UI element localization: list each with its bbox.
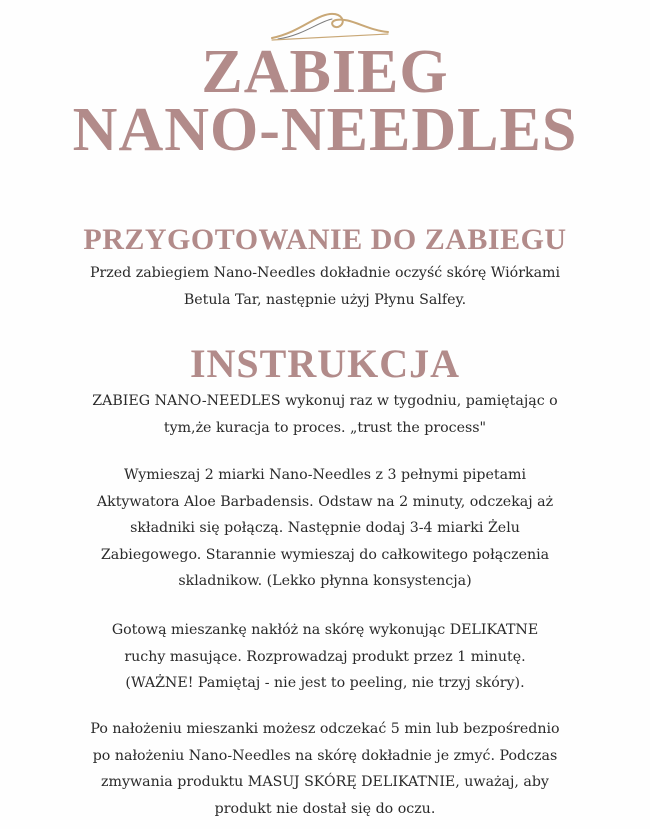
page-title-line-1: ZABIEG xyxy=(201,38,449,106)
text-line: Aktywatora Aloe Barbadensis. Odstaw na 2 minuty, odczekaj aż xyxy=(96,493,554,510)
text-line: (WAŻNE! Pamiętaj - nie jest to peeling, nie trzyj skóry). xyxy=(125,675,525,691)
text-line: tym,że kuracja to proces. „trust the process" xyxy=(163,419,487,436)
text-line: Wymieszaj 2 miarki Nano-Needles z 3 pełnymi pipetami xyxy=(123,467,527,483)
text-line: Zabiegowego. Starannie wymieszaj do całkowitego połączenia xyxy=(100,546,550,563)
instructions-heading: INSTRUKCJA xyxy=(189,341,461,386)
page-title-line-2: NANO-NEEDLES xyxy=(72,96,578,164)
text-line: po nałożeniu Nano-Needles na skórę dokładnie je zmyć. Podczas xyxy=(92,747,558,764)
preparation-heading: PRZYGOTOWANIE DO ZABIEGU xyxy=(83,223,567,256)
text-line: ruchy masujące. Rozprowadzaj produkt przez 1 minutę. xyxy=(124,648,526,665)
wave-logo-icon xyxy=(270,8,390,42)
instruction-paragraph-3 xyxy=(60,617,590,697)
text-line: skladnikow. (Lekko płynna konsystencja) xyxy=(178,573,472,589)
instruction-paragraph-2 xyxy=(60,462,590,595)
preparation-paragraph xyxy=(60,260,590,313)
text-line: produkt nie dostał się do oczu. xyxy=(214,800,436,817)
text-line: Po nałożeniu mieszanki możesz odczekać 5 min lub bezpośrednio xyxy=(90,721,560,737)
text-line: Betula Tar, następnie użyj Płynu Salfey. xyxy=(183,291,467,308)
text-line: składniki się połączą. Następnie dodaj 3-4 miarki Żelu xyxy=(130,520,520,536)
text-line: Gotową mieszankę nakłóż na skórę wykonując DELIKATNE xyxy=(111,622,539,638)
text-line: ZABIEG NANO-NEEDLES wykonuj raz w tygodniu, pamiętając o xyxy=(92,393,558,409)
text-line: zmywania produktu MASUJ SKÓRĘ DELIKATNIE, uważaj, aby xyxy=(101,774,549,790)
instruction-paragraph-1 xyxy=(60,388,590,441)
text-line: Przed zabiegiem Nano-Needles dokładnie oczyść skórę Wiórkami xyxy=(89,265,561,281)
instruction-paragraph-4 xyxy=(60,716,590,822)
